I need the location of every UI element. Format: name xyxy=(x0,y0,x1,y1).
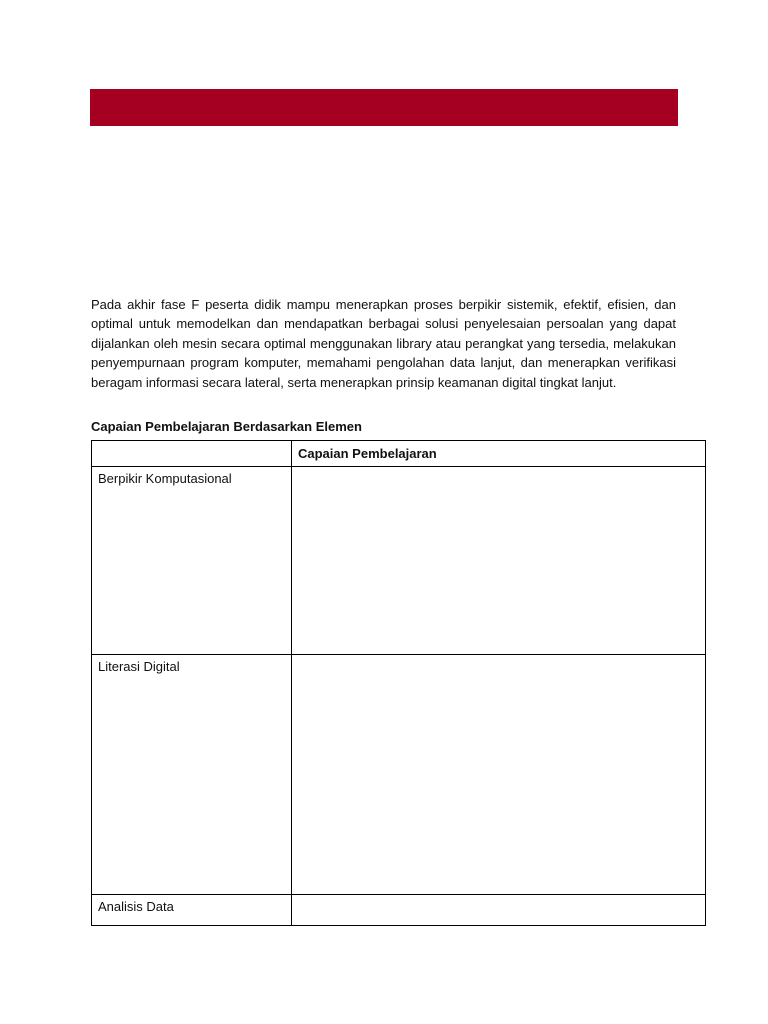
capaian-cell xyxy=(292,467,706,655)
element-cell: Analisis Data xyxy=(92,895,292,926)
table-row xyxy=(92,467,706,655)
table-row xyxy=(92,655,706,895)
intro-paragraph: Pada akhir fase F peserta didik mampu menerapkan proses berpikir sistemik, efektif, efisien, dan optimal untuk memodelkan dan mendapatkan berbagai solusi penyelesaian persoalan yang dapat dijalankan oleh mesin secara optimal menggunakan library atau perangkat yang tersedia, melakukan penyempurnaan program komputer, memahami pengolahan data lanjut, dan menerapkan verifikasi beragam informasi secara lateral, serta menerapkan prinsip keamanan digital tingkat lanjut. xyxy=(91,297,676,390)
header-banner xyxy=(90,89,678,126)
capaian-cell xyxy=(292,895,706,926)
table-row xyxy=(92,895,706,926)
section-title: Capaian Pembelajaran Berdasarkan Elemen xyxy=(91,419,362,434)
capaian-table xyxy=(91,440,706,926)
header-element xyxy=(92,441,292,467)
header-capaian: Capaian Pembelajaran xyxy=(292,441,706,467)
element-cell: Berpikir Komputasional xyxy=(92,467,292,655)
element-cell: Literasi Digital xyxy=(92,655,292,895)
table-header-row xyxy=(92,441,706,467)
capaian-cell xyxy=(292,655,706,895)
